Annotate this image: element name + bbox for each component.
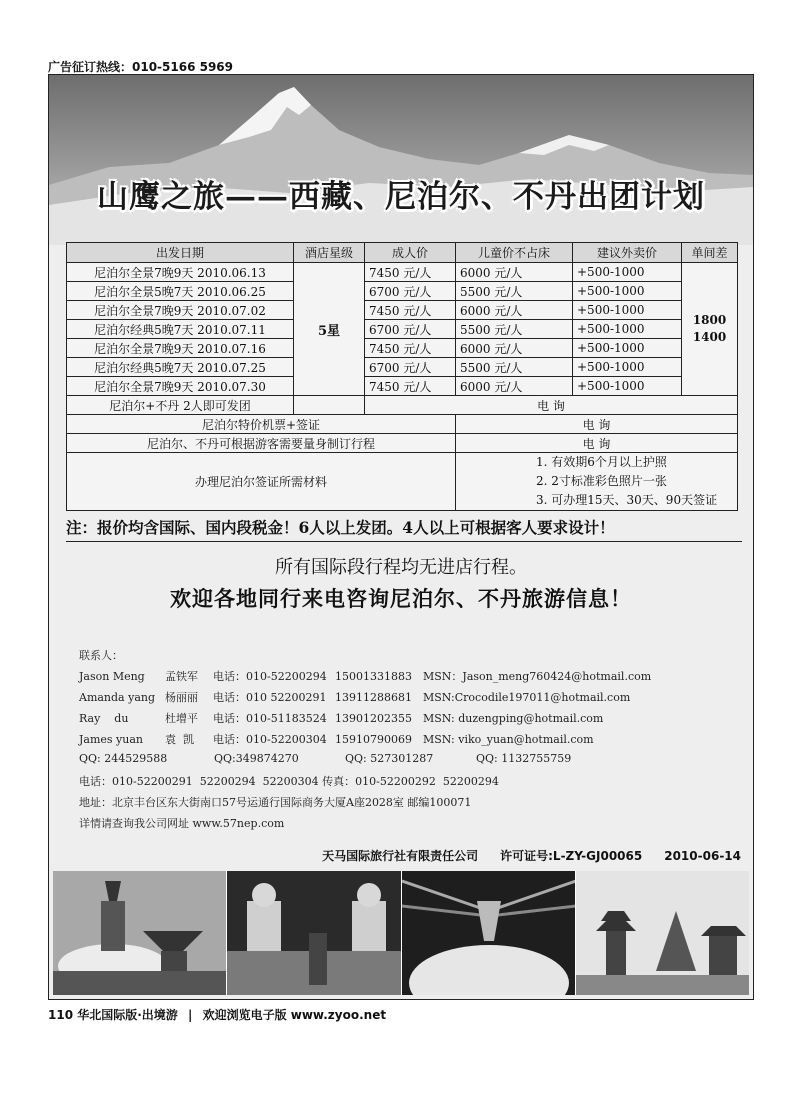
contacts-title: 联系人： bbox=[79, 649, 123, 662]
cell-extra-value: 电 询 bbox=[456, 415, 738, 434]
footer-separator: | bbox=[188, 1008, 193, 1022]
ad-frame bbox=[48, 74, 754, 1000]
cell-sell: +500-1000 bbox=[573, 358, 682, 377]
contact-cn-name: 袁 凯 bbox=[165, 733, 194, 746]
cell-date: 尼泊尔全景7晚9天 2010.07.16 bbox=[67, 339, 294, 358]
contact-name: Jason Meng bbox=[79, 670, 145, 683]
cell-adult: 7450 元/人 bbox=[365, 301, 456, 320]
cell-child: 5500 元/人 bbox=[456, 282, 573, 301]
table-row bbox=[67, 263, 738, 282]
table-row-visa bbox=[67, 453, 738, 511]
issue-date: 2010-06-14 bbox=[664, 849, 741, 863]
header-child: 儿童价不占床 bbox=[456, 243, 573, 263]
header-star: 酒店星级 bbox=[294, 243, 365, 263]
table-row bbox=[67, 339, 738, 358]
contact-name: Amanda yang bbox=[79, 691, 156, 704]
contact-msn: MSN: viko_yuan@hotmail.com bbox=[423, 733, 594, 746]
cell-date: 尼泊尔经典5晚7天 2010.07.25 bbox=[67, 358, 294, 377]
qq-number: QQ: 527301287 bbox=[345, 752, 434, 765]
contact-tel: 电话：010-52200304 bbox=[213, 733, 327, 746]
header-sell: 建议外卖价 bbox=[573, 243, 682, 263]
welcome-line: 欢迎各地同行来电咨询尼泊尔、不丹旅游信息！ bbox=[170, 586, 632, 611]
website-row: 详情请查询我公司网址 www.57nep.com bbox=[79, 817, 285, 830]
cell-sell: +500-1000 bbox=[573, 282, 682, 301]
page-number: 110 bbox=[48, 1008, 74, 1022]
table-row bbox=[67, 377, 738, 396]
table-header-row bbox=[67, 243, 738, 263]
statues-photo bbox=[227, 871, 401, 995]
cell-star: 5星 bbox=[294, 263, 365, 396]
cell-child: 6000 元/人 bbox=[456, 301, 573, 320]
cell-single bbox=[682, 263, 738, 396]
contact-mobile: 15001331883 bbox=[335, 670, 412, 683]
address-row: 地址：北京丰台区东大街南口57号运通行国际商务大厦A座2028室 邮编100071 bbox=[79, 796, 472, 809]
temples-photo bbox=[576, 871, 749, 995]
stupa-photo bbox=[53, 871, 227, 995]
prayer-flags-photo bbox=[402, 871, 576, 995]
price-note: 注：报价均含国际、国内段税金！6人以上发团。4人以上可根据客人要求设计！ bbox=[66, 516, 742, 542]
page-footer bbox=[48, 1006, 386, 1023]
cell-sell: +500-1000 bbox=[573, 339, 682, 358]
table-row bbox=[67, 358, 738, 377]
contact-mobile: 15910790069 bbox=[335, 733, 412, 746]
contact-cn-name: 孟铁军 bbox=[165, 670, 198, 683]
table-row bbox=[67, 301, 738, 320]
headline: 山鹰之旅——西藏、尼泊尔、不丹出团计划 bbox=[97, 179, 705, 215]
phones-row: 电话：010-52200291 52200294 52200304 传真：010-52200292 52200294 bbox=[79, 775, 499, 788]
contact-msn: MSN: duzengping@hotmail.com bbox=[423, 712, 604, 725]
cell-adult: 6700 元/人 bbox=[365, 320, 456, 339]
header-single: 单间差 bbox=[682, 243, 738, 263]
cell-visa-items bbox=[456, 453, 738, 511]
single-value-2: 1400 bbox=[692, 330, 727, 344]
qq-number: QQ: 244529588 bbox=[79, 752, 168, 765]
cell-extra-value: 电 询 bbox=[456, 434, 738, 453]
cell-child: 6000 元/人 bbox=[456, 339, 573, 358]
contact-cn-name: 杜增平 bbox=[165, 712, 198, 725]
contact-name: James yuan bbox=[79, 733, 143, 746]
company-line bbox=[300, 847, 741, 864]
cell-adult: 7450 元/人 bbox=[365, 263, 456, 282]
ad-hotline: 广告征订热线：010-5166 5969 bbox=[48, 60, 234, 74]
visa-item: 2. 2寸标准彩色照片一张 bbox=[536, 474, 667, 488]
contact-cn-name: 杨丽丽 bbox=[165, 691, 198, 704]
header-adult: 成人价 bbox=[365, 243, 456, 263]
single-value-1: 1800 bbox=[692, 313, 727, 327]
table-row-extra bbox=[67, 415, 738, 434]
contact-tel: 电话：010-52200294 bbox=[213, 670, 327, 683]
contact-row bbox=[79, 731, 651, 752]
visa-item: 1. 有效期6个月以上护照 bbox=[536, 455, 667, 469]
license-number: 许可证号:L-ZY-GJ00065 bbox=[500, 849, 643, 863]
contact-row bbox=[79, 710, 651, 731]
header-date: 出发日期 bbox=[67, 243, 294, 263]
table-row bbox=[67, 282, 738, 301]
cell-visa-label: 办理尼泊尔签证所需材料 bbox=[67, 453, 456, 511]
cell-date: 尼泊尔全景7晚9天 2010.07.02 bbox=[67, 301, 294, 320]
contact-msn: MSN:Crocodile197011@hotmail.com bbox=[423, 691, 631, 704]
table-row-extra bbox=[67, 396, 738, 415]
contact-row bbox=[79, 689, 651, 710]
cell-child: 6000 元/人 bbox=[456, 377, 573, 396]
footer-tagline: 欢迎浏览电子版 www.zyoo.net bbox=[202, 1008, 387, 1022]
cell-adult: 7450 元/人 bbox=[365, 377, 456, 396]
cell-sell: +500-1000 bbox=[573, 263, 682, 282]
photo-strip bbox=[53, 871, 749, 995]
cell-sell: +500-1000 bbox=[573, 320, 682, 339]
cell-date: 尼泊尔经典5晚7天 2010.07.11 bbox=[67, 320, 294, 339]
cell-extra-label: 尼泊尔+不丹 2人即可发团 bbox=[67, 396, 294, 415]
qq-number: QQ: 1132755759 bbox=[476, 752, 572, 765]
price-table bbox=[66, 242, 738, 511]
visa-item: 3. 可办理15天、30天、90天签证 bbox=[536, 493, 718, 507]
cell-adult: 6700 元/人 bbox=[365, 358, 456, 377]
cell-date: 尼泊尔全景7晚9天 2010.06.13 bbox=[67, 263, 294, 282]
mountain-illustration bbox=[49, 75, 753, 245]
cell-adult: 7450 元/人 bbox=[365, 339, 456, 358]
contact-tel: 电话：010 52200291 bbox=[213, 691, 327, 704]
cell-date: 尼泊尔全景7晚9天 2010.07.30 bbox=[67, 377, 294, 396]
cell-empty bbox=[294, 396, 365, 415]
edition-label: 华北国际版·出境游 bbox=[77, 1008, 178, 1022]
qq-number: QQ:349874270 bbox=[214, 752, 299, 765]
cell-date: 尼泊尔全景5晚7天 2010.06.25 bbox=[67, 282, 294, 301]
contact-mobile: 13901202355 bbox=[335, 712, 412, 725]
table-row-extra bbox=[67, 434, 738, 453]
cell-extra-label: 尼泊尔、不丹可根据游客需要量身制订行程 bbox=[67, 434, 456, 453]
cell-sell: +500-1000 bbox=[573, 377, 682, 396]
no-shopping-line: 所有国际段行程均无进店行程。 bbox=[275, 557, 527, 578]
qq-row bbox=[79, 752, 651, 773]
company-name: 天马国际旅行社有限责任公司 bbox=[322, 849, 479, 863]
contact-tel: 电话：010-51183524 bbox=[213, 712, 327, 725]
cell-child: 6000 元/人 bbox=[456, 263, 573, 282]
contact-name: Ray du bbox=[79, 712, 129, 725]
cell-extra-label: 尼泊尔特价机票+签证 bbox=[67, 415, 456, 434]
cell-child: 5500 元/人 bbox=[456, 320, 573, 339]
table-row bbox=[67, 320, 738, 339]
cell-extra-value: 电 询 bbox=[365, 396, 738, 415]
cell-adult: 6700 元/人 bbox=[365, 282, 456, 301]
contact-msn: MSN：Jason_meng760424@hotmail.com bbox=[423, 670, 652, 683]
cell-sell: +500-1000 bbox=[573, 301, 682, 320]
contact-row bbox=[79, 668, 651, 689]
mountain-banner bbox=[49, 75, 753, 245]
contact-mobile: 13911288681 bbox=[335, 691, 412, 704]
contacts-block bbox=[79, 647, 651, 836]
cell-child: 5500 元/人 bbox=[456, 358, 573, 377]
